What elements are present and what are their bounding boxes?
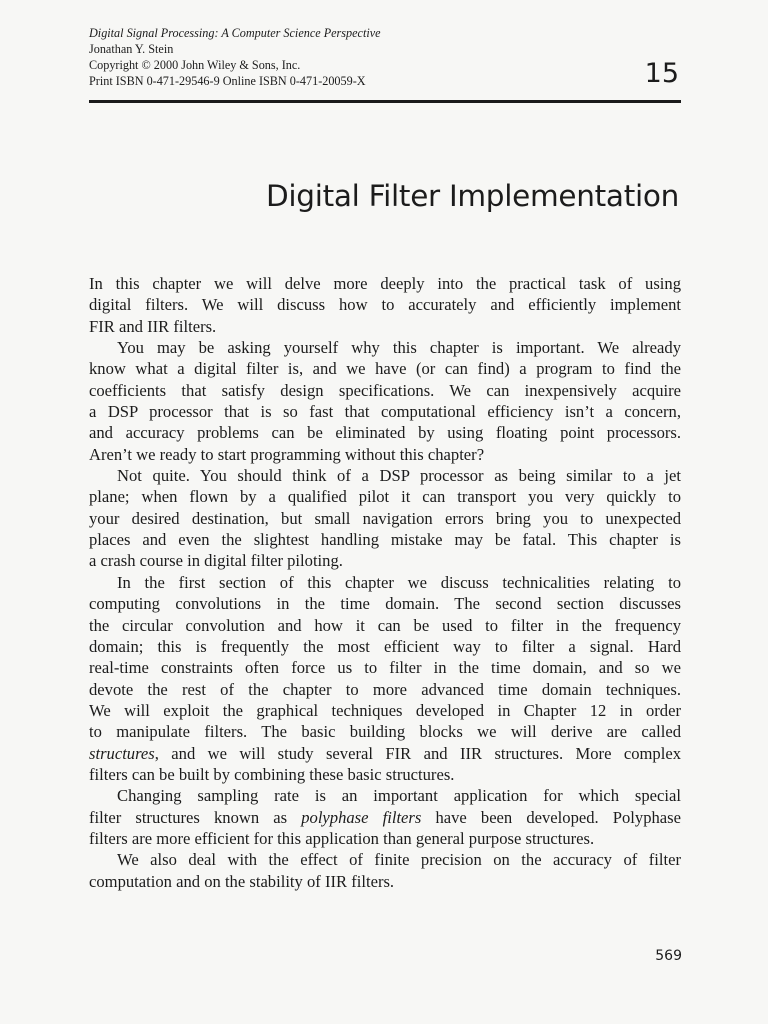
italic-term: polyphase filters [301,807,422,827]
text-line [89,636,681,657]
book-title: Digital Signal Processing: A Computer Science Perspective [89,26,381,40]
text-line [89,422,681,443]
text-run: We will exploit the graphical techniques developed in Chapter 12 in order [89,700,681,720]
paragraph [89,465,681,572]
text-run: computing convolutions in the time domain. The second section discusses [89,594,681,614]
text-line [89,657,681,678]
text-line [89,337,681,358]
text-line [89,679,681,700]
text-run: , and we will study several FIR and IIR structures. More complex [154,743,681,763]
page-header [89,25,681,89]
text-run: plane; when flown by a qualified pilot it can transport you very quickly to [89,487,681,507]
text-line [89,721,681,742]
page-number: 569 [655,948,682,964]
text-run: digital filters. We will discuss how to accurately and efficiently implement [89,295,681,315]
author: Jonathan Y. Stein [89,42,174,56]
text-run: to manipulate filters. The basic building blocks we will derive are called [89,722,681,742]
text-line [89,785,681,806]
text-run: Not quite. You should think of a DSP processor as being similar to a jet [117,466,681,486]
text-line [89,465,681,486]
paragraph [89,572,681,785]
text-line [89,807,681,828]
text-run: have been developed. Polyphase [421,807,681,827]
text-line [89,358,681,379]
text-run: your desired destination, but small navigation errors bring you to unexpected [89,508,681,528]
paragraph [89,273,681,337]
text-line [89,550,681,571]
text-run: the circular convolution and how it can be used to filter in the frequency [89,615,681,635]
text-line [89,294,681,315]
text-run: In the first section of this chapter we discuss technicalities relating to [117,572,681,592]
text-line [89,316,681,337]
text-run: filter structures known as [89,807,302,827]
paragraph [89,337,681,465]
text-line [89,615,681,636]
text-run: coefficients that satisfy design specifications. We can inexpensively acquire [89,380,681,400]
text-line [89,871,681,892]
isbn: Print ISBN 0-471-29546-9 Online ISBN 0-471-20059-X [89,74,366,88]
text-line [89,380,681,401]
chapter-body [89,273,681,892]
text-run: FIR and IIR filters. [89,316,217,336]
text-run: Aren’t we ready to start programming without this chapter? [89,444,485,464]
text-line [89,700,681,721]
text-line [89,529,681,550]
text-run: Changing sampling rate is an important application for which special [117,786,681,806]
text-line [89,828,681,849]
text-line [89,273,681,294]
text-run: We also deal with the effect of finite precision on the accuracy of filter [117,850,681,870]
copyright: Copyright © 2000 John Wiley & Sons, Inc. [89,58,301,72]
text-line [89,764,681,785]
text-run: computation and on the stability of IIR filters. [89,871,395,891]
paragraph [89,849,681,892]
text-run: and accuracy problems can be eliminated by using floating point processors. [89,423,681,443]
text-run: filters can be built by combining these basic structures. [89,764,455,784]
text-line [89,444,681,465]
text-run: You may be asking yourself why this chapter is important. We already [117,338,681,358]
text-line [89,572,681,593]
text-line [89,486,681,507]
text-run: devote the rest of the chapter to more advanced time domain techniques. [89,679,681,699]
text-line [89,743,681,764]
text-run: real-time constraints often force us to filter in the time domain, and so we [89,658,681,678]
text-run: know what a digital filter is, and we have (or can find) a program to find the [89,359,681,379]
chapter-number: 15 [644,58,679,89]
text-run: a crash course in digital filter piloting. [89,551,343,571]
text-run: filters are more efficient for this application than general purpose structures. [89,828,595,848]
text-line [89,508,681,529]
text-line [89,593,681,614]
paragraph [89,785,681,849]
text-line [89,401,681,422]
header-rule [89,100,681,103]
text-run: a DSP processor that is so fast that computational efficiency isn’t a concern, [89,402,681,422]
chapter-title: Digital Filter Implementation [265,179,679,213]
italic-term: structures [89,743,155,763]
text-run: domain; this is frequently the most efficient way to filter a signal. Hard [89,636,681,656]
text-run: In this chapter we will delve more deeply into the practical task of using [89,274,681,293]
text-line [89,849,681,870]
text-run: places and even the slightest handling mistake may be fatal. This chapter is [89,530,681,550]
